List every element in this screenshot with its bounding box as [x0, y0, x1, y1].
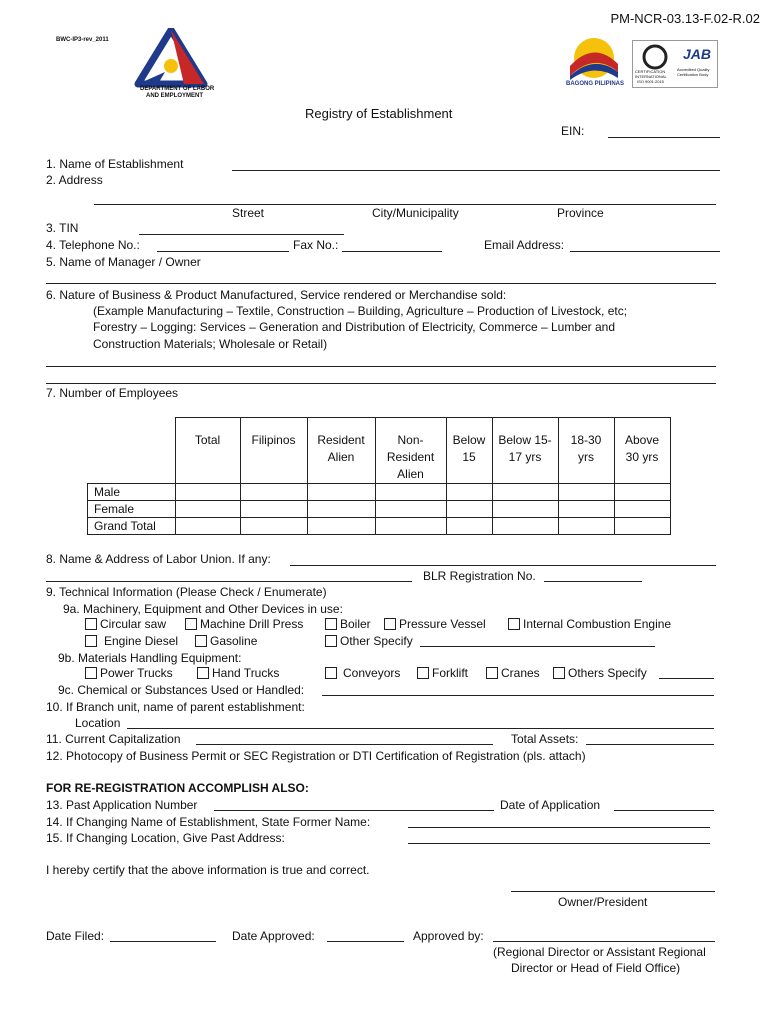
approved-by-field[interactable] [493, 941, 715, 942]
email-label: Email Address: [484, 238, 565, 252]
checkbox[interactable] [325, 635, 337, 647]
table-row [88, 501, 671, 518]
field-manager-label: 5. Name of Manager / Owner [46, 255, 201, 269]
option-pressure-vessel[interactable]: Pressure Vessel [384, 617, 486, 631]
field-address-label: 2. Address [46, 173, 103, 187]
employee-table [87, 417, 671, 535]
city-caption: City/Municipality [372, 206, 459, 220]
nature-field-line-1[interactable] [46, 366, 716, 367]
option-drill-press[interactable]: Machine Drill Press [185, 617, 303, 631]
labor-union-field-2[interactable] [46, 581, 412, 582]
blr-label: BLR Registration No. [423, 569, 536, 583]
option-circular-saw[interactable]: Circular saw [85, 617, 166, 631]
col-below-15: Below 15 [446, 418, 492, 484]
option-hand-trucks[interactable]: Hand Trucks [197, 666, 279, 680]
street-caption: Street [232, 206, 265, 220]
jab-caption: Accredited Quality Certification Body [677, 67, 710, 77]
location-field[interactable] [127, 728, 714, 729]
past-address-field[interactable] [408, 843, 710, 844]
field-name-label: 1. Name of Establishment [46, 157, 184, 171]
tin-field[interactable] [139, 234, 344, 235]
others-specify-field[interactable] [659, 678, 714, 679]
col-resident-alien: Resident Alien [307, 418, 375, 484]
col-filipinos: Filipinos [240, 418, 307, 484]
checkbox[interactable] [85, 618, 97, 630]
field-tin-label: 3. TIN [46, 221, 79, 235]
option-engine-diesel[interactable]: Engine Diesel [85, 634, 178, 648]
dole-label-1: DEPARTMENT OF LABOR [140, 86, 215, 92]
past-application-label: 13. Past Application Number [46, 798, 198, 812]
row-label-male: Male [88, 484, 176, 501]
col-15-17: Below 15- 17 yrs [492, 418, 558, 484]
date-approved-label: Date Approved: [232, 929, 315, 943]
reregistration-heading: FOR RE-REGISTRATION ACCOMPLISH ALSO: [46, 781, 309, 795]
option-gasoline[interactable]: Gasoline [195, 634, 257, 648]
option-power-trucks[interactable]: Power Trucks [85, 666, 173, 680]
capitalization-label: 11. Current Capitalization [46, 732, 181, 746]
total-assets-field[interactable] [586, 744, 714, 745]
technical-info-label: 9. Technical Information (Please Check / Enumerate) [46, 585, 327, 599]
fax-field[interactable] [342, 251, 442, 252]
checkbox[interactable] [486, 667, 498, 679]
date-approved-field[interactable] [327, 941, 404, 942]
option-forklift[interactable]: Forklift [417, 666, 468, 680]
row-label-female: Female [88, 501, 176, 518]
option-other-specify[interactable]: Other Specify [325, 634, 413, 648]
option-combustion-engine[interactable]: Internal Combustion Engine [508, 617, 671, 631]
blr-field[interactable] [544, 581, 642, 582]
date-filed-label: Date Filed: [46, 929, 105, 943]
photocopy-label: 12. Photocopy of Business Permit or SEC Registration or DTI Certification of Registration (pls. attach) [46, 749, 586, 763]
col-above-30: Above 30 yrs [614, 418, 670, 484]
checkbox[interactable] [325, 667, 337, 679]
table-row [88, 484, 671, 501]
form-revision-code: BWC-IP3-rev_2011 [56, 37, 109, 43]
field-telephone-label: 4. Telephone No.: [46, 238, 140, 252]
capitalization-field[interactable] [196, 744, 493, 745]
nature-example-3: Construction Materials; Wholesale or Retail) [93, 337, 328, 351]
province-caption: Province [557, 206, 604, 220]
checkbox[interactable] [85, 667, 97, 679]
former-name-field[interactable] [408, 827, 710, 828]
field-nature-label: 6. Nature of Business & Product Manufactured, Service rendered or Merchandise sold: [46, 288, 507, 302]
bagong-pilipinas-logo [562, 36, 630, 92]
bagong-pilipinas-label: BAGONG PILIPINAS [566, 81, 625, 87]
date-application-field[interactable] [614, 810, 714, 811]
owner-caption: Owner/President [558, 895, 648, 909]
email-field[interactable] [570, 251, 720, 252]
date-application-label: Date of Application [500, 798, 601, 812]
option-boiler[interactable]: Boiler [325, 617, 371, 631]
ein-field[interactable] [608, 137, 720, 138]
chemical-field[interactable] [322, 695, 714, 696]
telephone-field[interactable] [157, 251, 289, 252]
field-employees-label: 7. Number of Employees [46, 386, 179, 400]
labor-union-label: 8. Name & Address of Labor Union. If any: [46, 552, 271, 566]
cert-label-1: CERTIFICATION [635, 69, 666, 74]
cert-label-2: INTERNATIONAL [635, 74, 667, 79]
materials-handling-label: 9b. Materials Handling Equipment: [58, 651, 242, 665]
checkbox[interactable] [508, 618, 520, 630]
checkbox[interactable] [384, 618, 396, 630]
labor-union-field[interactable] [290, 565, 716, 566]
option-cranes[interactable]: Cranes [486, 666, 540, 680]
signature-field[interactable] [511, 891, 715, 892]
machinery-label: 9a. Machinery, Equipment and Other Devices in use: [63, 602, 343, 616]
other-specify-field[interactable] [420, 646, 655, 647]
col-total: Total [175, 418, 240, 484]
dole-label-2: AND EMPLOYMENT [146, 93, 203, 99]
certify-statement: I hereby certify that the above information is true and correct. [46, 863, 370, 877]
past-application-field[interactable] [214, 810, 494, 811]
cert-label-3: ISO 9001:2015 [637, 79, 664, 84]
address-field[interactable] [94, 204, 716, 205]
certification-logos [632, 40, 718, 88]
establishment-name-field[interactable] [232, 170, 720, 171]
nature-field-line-2[interactable] [46, 383, 716, 384]
ein-label: EIN: [561, 124, 585, 138]
former-name-label: 14. If Changing Name of Establishment, State Former Name: [46, 815, 371, 829]
nature-example-1: (Example Manufacturing – Textile, Construction – Building, Agriculture – Production of Livestock, etc; [93, 304, 628, 318]
approved-by-label: Approved by: [413, 929, 484, 943]
manager-field[interactable] [46, 283, 716, 284]
row-label-grand-total: Grand Total [88, 518, 176, 535]
checkbox[interactable] [325, 618, 337, 630]
option-conveyors[interactable]: Conveyors [325, 666, 400, 680]
location-label: Location [75, 716, 121, 730]
page-title: Registry of Establishment [305, 106, 453, 121]
col-non-resident-alien: Non- Resident Alien [375, 418, 446, 484]
date-filed-field[interactable] [110, 941, 216, 942]
dole-emblem-icon [132, 28, 210, 88]
jab-mark: JAB [683, 46, 712, 62]
checkbox[interactable] [195, 635, 207, 647]
past-address-label: 15. If Changing Location, Give Past Address: [46, 831, 285, 845]
dole-logo [132, 28, 215, 100]
nature-example-2: Forestry – Logging: Services – Generation and Distribution of Electricity, Commerce – Lumber and [93, 320, 616, 334]
bagong-pilipinas-emblem-icon [562, 36, 626, 80]
form-reference-code: PM-NCR-03.13-F.02-R.02 [610, 11, 760, 26]
approver-note-1: (Regional Director or Assistant Regional [493, 945, 706, 959]
checkbox[interactable] [85, 635, 97, 647]
checkbox[interactable] [185, 618, 197, 630]
col-18-30: 18-30 yrs [558, 418, 614, 484]
checkbox[interactable] [197, 667, 209, 679]
option-others-specify[interactable]: Others Specify [553, 666, 647, 680]
table-row [88, 518, 671, 535]
chemical-label: 9c. Chemical or Substances Used or Handled: [58, 683, 305, 697]
approver-note-2: Director or Head of Field Office) [511, 961, 681, 975]
checkbox[interactable] [553, 667, 565, 679]
checkbox[interactable] [417, 667, 429, 679]
total-assets-label: Total Assets: [511, 732, 579, 746]
fax-label: Fax No.: [293, 238, 339, 252]
branch-label: 10. If Branch unit, name of parent establishment: [46, 700, 305, 714]
